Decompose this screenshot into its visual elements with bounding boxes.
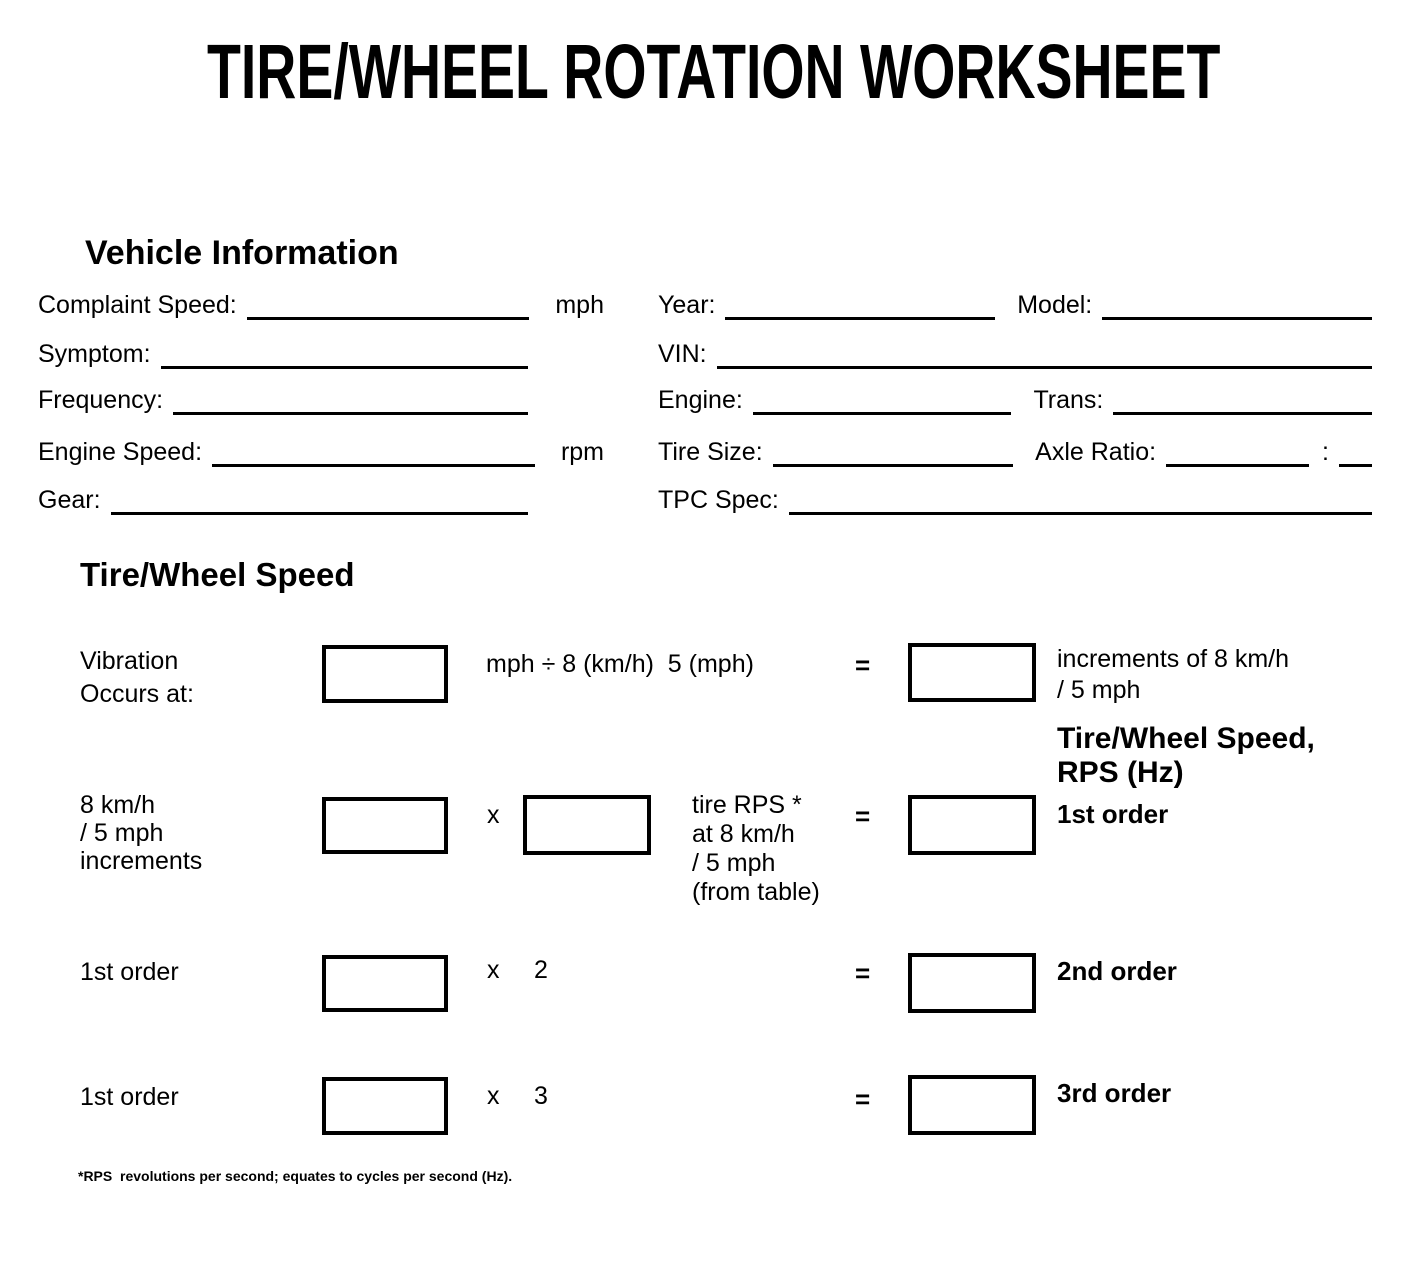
first-order-x2-input-box[interactable] — [322, 955, 448, 1012]
vin-row — [658, 335, 1372, 369]
increments-result-box[interactable] — [908, 643, 1036, 702]
row1-equals-sign: = — [855, 650, 871, 680]
row4-label: 1st order — [80, 1083, 179, 1111]
tire-wheel-speed-heading: Tire/Wheel Speed — [80, 556, 355, 593]
engine-trans-row — [658, 381, 1372, 415]
frequency-field[interactable] — [173, 387, 528, 415]
row2-multiply-sign: x — [487, 801, 500, 829]
year-model-row — [658, 286, 1372, 320]
rps-result-heading-line1: Tire/Wheel Speed, — [1057, 722, 1315, 755]
page-title — [0, 28, 1427, 117]
vibration-speed-input-box[interactable] — [322, 645, 448, 703]
complaint-speed-label: Complaint Speed: — [38, 291, 237, 319]
row4-equals-sign: = — [855, 1084, 871, 1114]
row4-multiply-sign: x — [487, 1082, 500, 1110]
first-order-result-box[interactable] — [908, 795, 1036, 855]
tpc-spec-field[interactable] — [789, 487, 1372, 515]
model-field[interactable] — [1102, 292, 1372, 320]
increments-label-line2: / 5 mph — [80, 819, 164, 847]
tire-rps-label — [692, 791, 820, 907]
trans-field[interactable] — [1113, 387, 1372, 415]
frequency-label: Frequency: — [38, 386, 164, 414]
increments-label-line3: increments — [80, 847, 203, 875]
increments-label-line1: 8 km/h — [80, 791, 156, 819]
engine-speed-field[interactable] — [212, 439, 535, 467]
increments-result-label — [1057, 644, 1289, 706]
row3-equals-sign: = — [855, 958, 871, 988]
tire-size-label: Tire Size: — [658, 438, 763, 466]
symptom-field[interactable] — [161, 341, 528, 369]
engine-speed-row — [38, 433, 604, 467]
axle-ratio-field-2[interactable] — [1339, 439, 1372, 467]
second-order-result-label: 2nd order — [1057, 956, 1177, 986]
complaint-speed-row — [38, 286, 604, 320]
rps-result-heading — [1057, 722, 1315, 790]
increments-input-box[interactable] — [322, 797, 448, 854]
axle-ratio-field-1[interactable] — [1166, 439, 1309, 467]
symptom-label: Symptom: — [38, 340, 151, 368]
increments-result-line1: increments of 8 km/h — [1057, 645, 1290, 673]
tire-rps-label-line4: (from table) — [692, 878, 820, 906]
vin-field[interactable] — [717, 341, 1372, 369]
tire-rps-label-line2: at 8 km/h — [692, 820, 795, 848]
tire-size-field[interactable] — [773, 439, 1014, 467]
gear-label: Gear: — [38, 486, 101, 514]
tire-size-axle-ratio-row — [658, 433, 1372, 467]
first-order-x3-input-box[interactable] — [322, 1077, 448, 1135]
tire-rps-input-box[interactable] — [523, 795, 651, 855]
rps-result-heading-line2: RPS (Hz) — [1057, 756, 1184, 789]
trans-label: Trans: — [1033, 386, 1104, 414]
gear-field[interactable] — [111, 487, 528, 515]
engine-label: Engine: — [658, 386, 743, 414]
complaint-speed-field[interactable] — [247, 292, 530, 320]
engine-speed-unit: rpm — [560, 438, 604, 466]
complaint-speed-unit: mph — [555, 291, 604, 319]
tire-rps-label-line3: / 5 mph — [692, 849, 776, 877]
row3-factor: 2 — [534, 956, 548, 984]
frequency-row — [38, 381, 528, 415]
vibration-label-line1: Vibration — [80, 647, 179, 675]
row3-label: 1st order — [80, 958, 179, 986]
vehicle-information-heading: Vehicle Information — [85, 234, 399, 272]
vibration-label-line2: Occurs at: — [80, 680, 194, 708]
gear-row — [38, 481, 528, 515]
row4-factor: 3 — [534, 1082, 548, 1110]
year-field[interactable] — [725, 292, 995, 320]
first-order-result-label: 1st order — [1057, 799, 1169, 829]
axle-ratio-label: Axle Ratio: — [1035, 438, 1157, 466]
tpc-spec-row — [658, 481, 1372, 515]
tpc-spec-label: TPC Spec: — [658, 486, 779, 514]
third-order-result-label: 3rd order — [1057, 1078, 1172, 1108]
vin-label: VIN: — [658, 340, 707, 368]
row2-equals-sign: = — [855, 801, 871, 831]
engine-speed-label: Engine Speed: — [38, 438, 203, 466]
symptom-row — [38, 335, 528, 369]
second-order-result-box[interactable] — [908, 953, 1036, 1013]
model-label: Model: — [1017, 291, 1093, 319]
increments-result-line2: / 5 mph — [1057, 676, 1141, 704]
vibration-occurs-label — [80, 645, 194, 711]
vibration-formula: mph ÷ 8 (km/h) 5 (mph) — [486, 650, 754, 678]
third-order-result-box[interactable] — [908, 1075, 1036, 1135]
row3-multiply-sign: x — [487, 956, 500, 984]
tire-rps-label-line1: tire RPS * — [692, 791, 802, 819]
page-title-text: TIRE/WHEEL ROTATION WORKSHEET — [206, 29, 1221, 115]
engine-field[interactable] — [753, 387, 1012, 415]
rps-footnote: *RPS revolutions per second; equates to cycles per second (Hz). — [78, 1168, 513, 1184]
increments-label — [80, 791, 202, 875]
axle-ratio-colon: : — [1322, 438, 1329, 466]
year-label: Year: — [658, 291, 716, 319]
